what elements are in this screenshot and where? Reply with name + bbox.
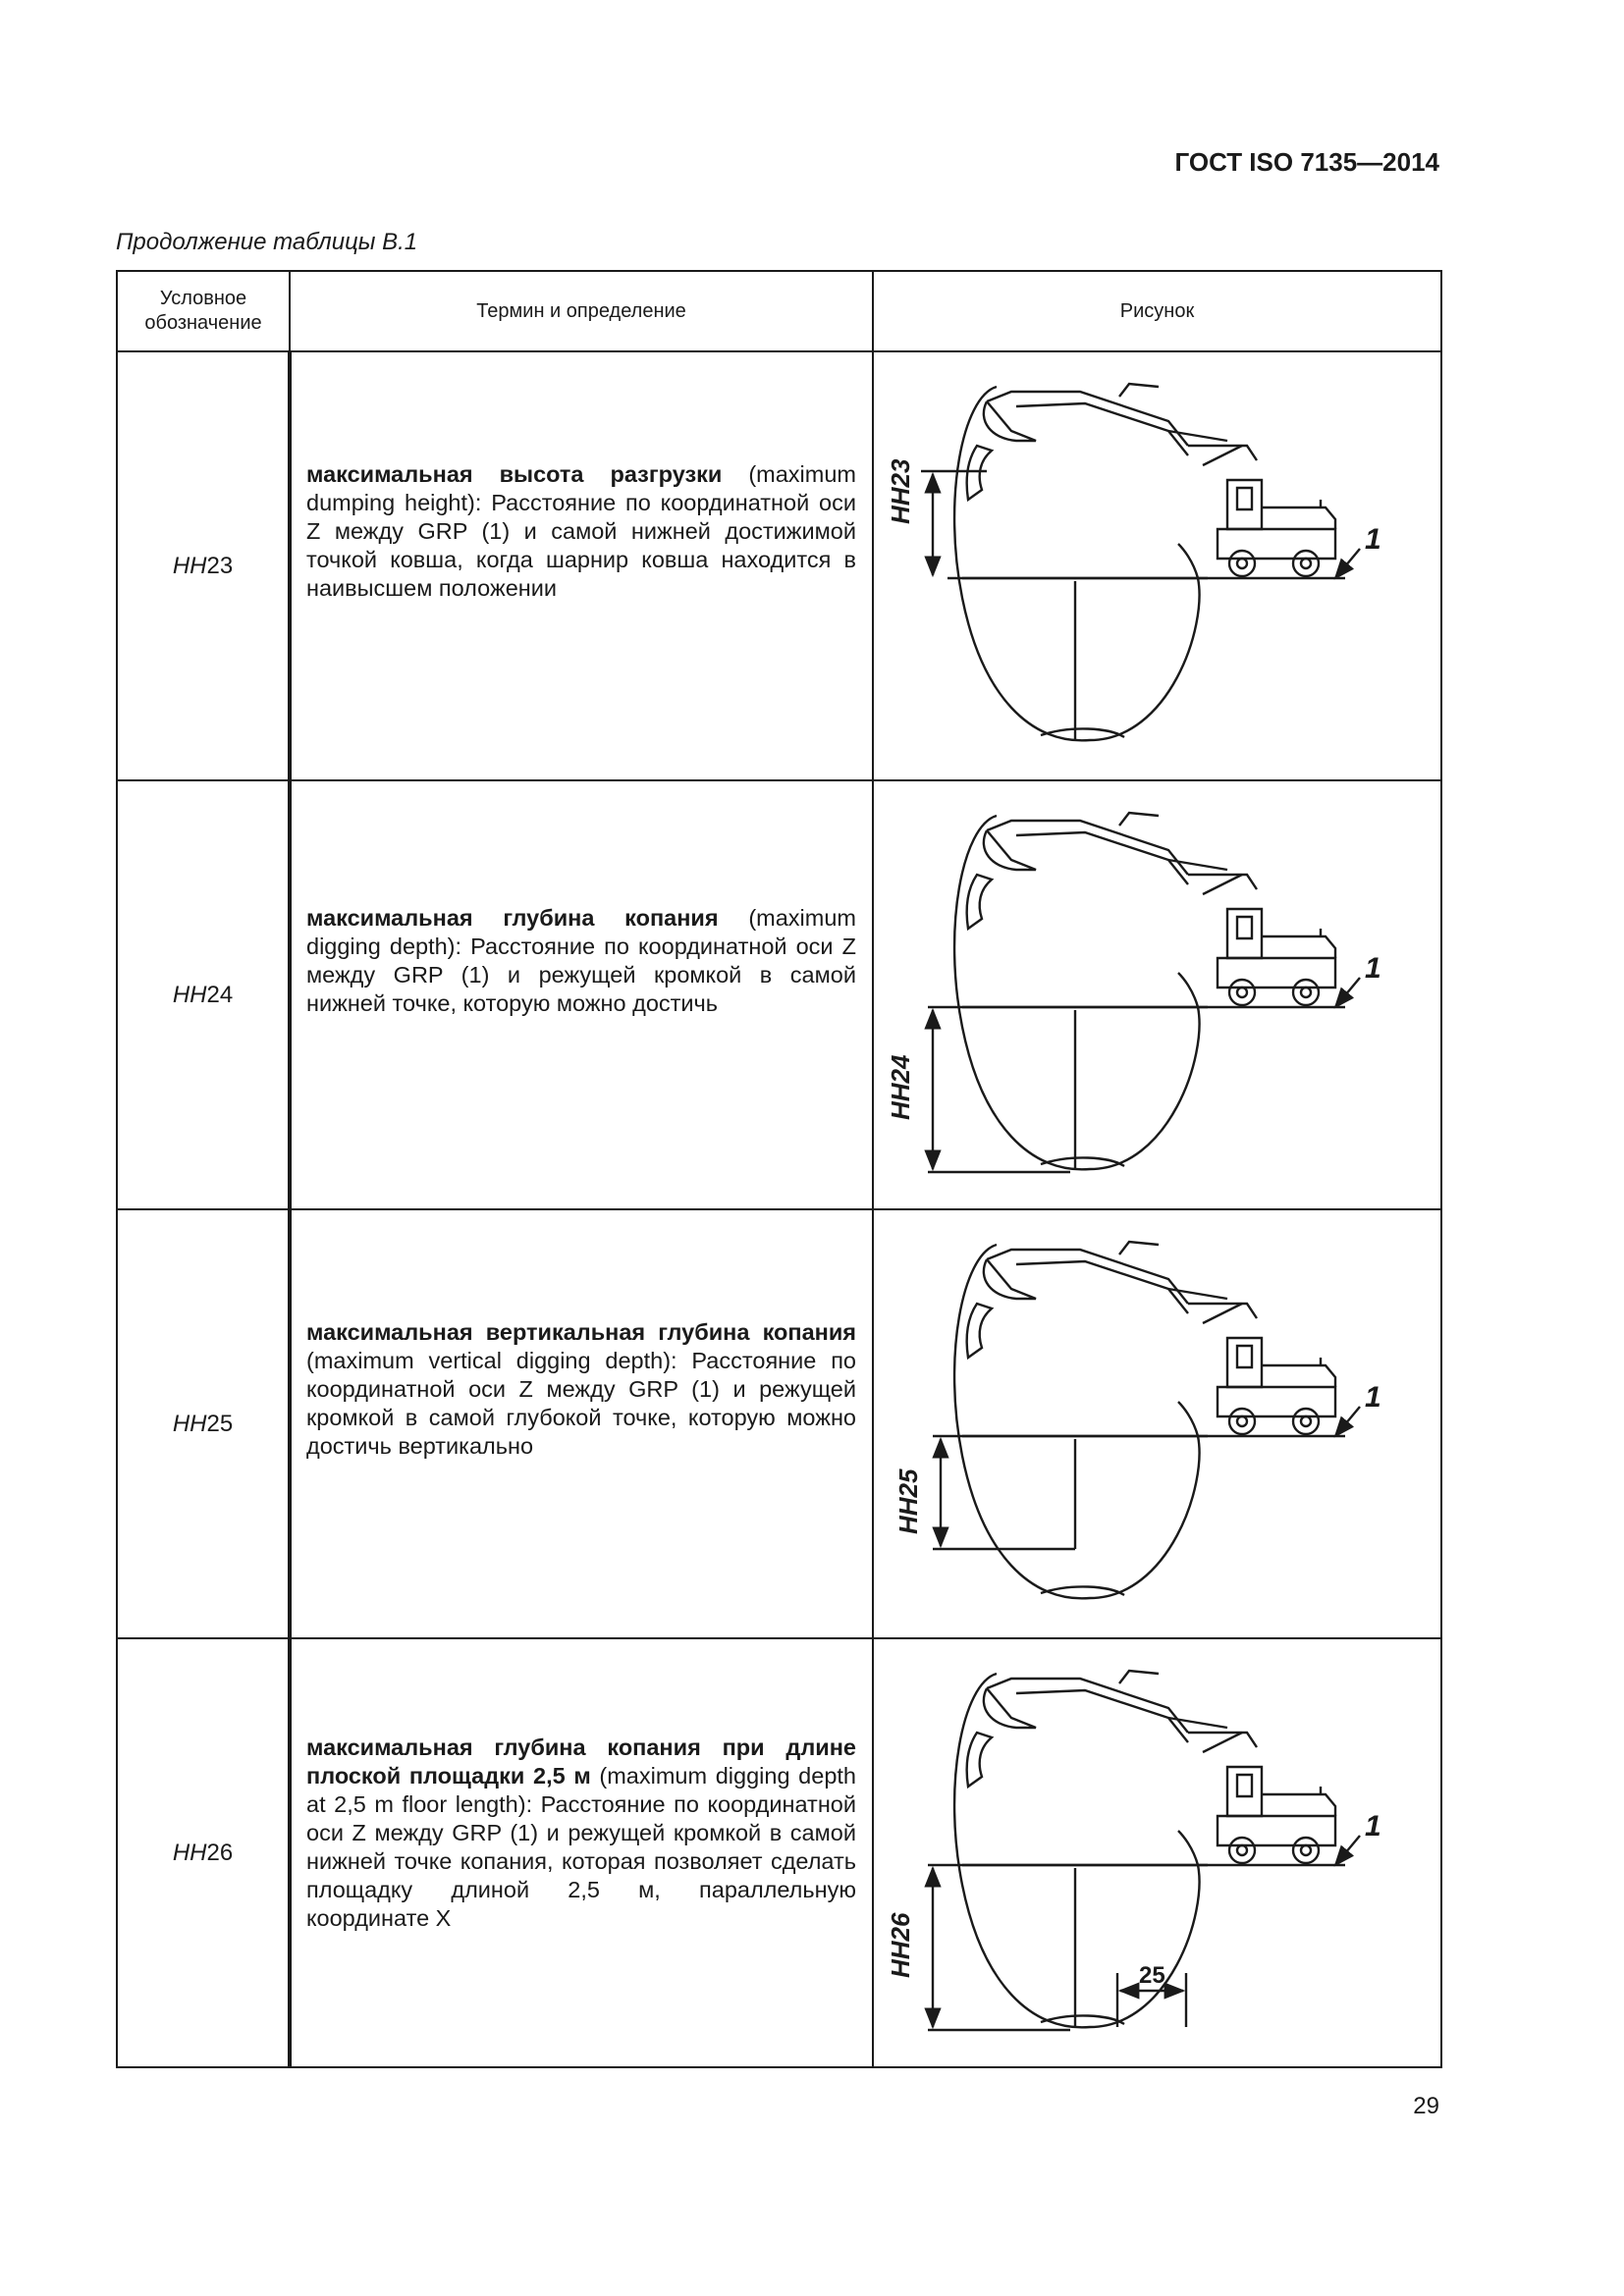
dimension-label: HH24 — [886, 1054, 915, 1120]
excavator-figure — [873, 1209, 1441, 1638]
table-row — [117, 1209, 1441, 1638]
table-row — [117, 1638, 1441, 2067]
table-row — [117, 780, 1441, 1209]
row-definition: максимальная глубина копания (maximum digging depth): Расстояние по координатной оси Z между GRP (1) и режущей кромкой в самой нижней точке, которую можно достичь — [290, 780, 873, 1209]
terms-table — [116, 270, 1442, 2068]
row-code: HH26 — [117, 1638, 290, 2067]
excavator-figure — [873, 351, 1441, 780]
table-row — [117, 351, 1441, 780]
dimension-label: HH23 — [886, 458, 915, 524]
page-number: 29 — [1413, 2093, 1439, 2119]
floor-length-label: 25 — [1139, 1962, 1165, 1989]
row-code: HH25 — [117, 1209, 290, 1638]
table-caption: Продолжение таблицы В.1 — [116, 229, 418, 255]
callout-label: 1 — [1365, 523, 1381, 556]
callout-label: 1 — [1365, 1810, 1381, 1842]
table-header-row — [117, 271, 1441, 351]
row-definition: максимальная глубина копания при длине плоской площадки 2,5 м (maximum digging depth at 2,5 m floor length): Расстояние по координатной оси Z между GRP (1) и режущей кромкой в самой нижней точке копания, которая позволяет сделать площадку длиной 2,5 м, параллельную координате X — [290, 1638, 873, 2067]
row-code: HH23 — [117, 351, 290, 780]
document-code: ГОСТ ISO 7135—2014 — [1174, 147, 1439, 177]
header-figure: Рисунок — [873, 271, 1441, 351]
callout-label: 1 — [1365, 1381, 1381, 1414]
header-term: Термин и определение — [290, 271, 873, 351]
row-definition: максимальная вертикальная глубина копания (maximum vertical digging depth): Расстояние по координатной оси Z между GRP (1) и режущей кромкой в самой глубокой точке, которую можно достичь вертикально — [290, 1209, 873, 1638]
row-code: HH24 — [117, 780, 290, 1209]
dimension-label: HH25 — [893, 1468, 923, 1534]
callout-label: 1 — [1365, 952, 1381, 985]
header-code: Условное обозначение — [117, 271, 290, 351]
excavator-figure — [873, 1638, 1441, 2067]
row-definition: максимальная высота разгрузки (maximum dumping height): Расстояние по координатной оси Z между GRP (1) и самой нижней достижимой точкой ковша, когда шарнир ковша находится в наивысшем положении — [290, 351, 873, 780]
excavator-figure — [873, 780, 1441, 1209]
dimension-label: HH26 — [886, 1912, 915, 1978]
